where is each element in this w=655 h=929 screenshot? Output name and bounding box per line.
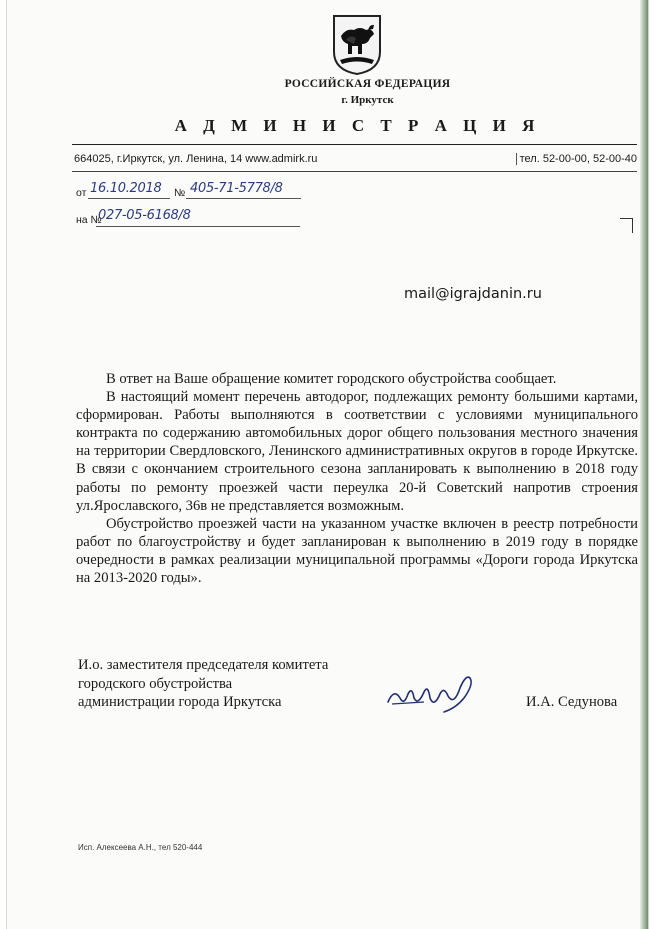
letter-body xyxy=(76,370,638,587)
contacts-divider xyxy=(72,171,637,172)
reply-prefix: на № xyxy=(76,214,102,226)
executor-note: Исп. Алексеева А.Н., тел 520-444 xyxy=(78,843,203,852)
position-line: И.о. заместителя председателя комитета xyxy=(78,657,329,673)
organization-title: А Д М И Н И С Т Р А Ц И Я xyxy=(174,116,541,135)
body-paragraph: В ответ на Ваше обращение комитет городского обустройства сообщает. xyxy=(106,371,557,387)
number-underline xyxy=(186,198,301,199)
handwritten-signature xyxy=(384,668,484,718)
address-text: 664025, г.Иркутск, ул. Ленина, 14 www.admirk.ru xyxy=(74,153,318,165)
country-name: РОССИЙСКАЯ ФЕДЕРАЦИЯ xyxy=(284,78,451,90)
address-corner-mark xyxy=(620,218,633,233)
signatory-position xyxy=(78,656,328,712)
letter-number: 405-71-5778/8 xyxy=(190,181,283,196)
position-line: городского обустройства xyxy=(78,675,233,692)
header-divider xyxy=(72,144,637,145)
page-edge xyxy=(640,0,648,929)
reply-number: 027-05-6168/8 xyxy=(98,208,191,223)
reply-underline xyxy=(96,226,300,227)
position-line: администрации города Иркутска xyxy=(78,694,282,710)
coat-of-arms-icon xyxy=(332,14,382,76)
recipient-email: mail@igrajdanin.ru xyxy=(404,286,542,302)
number-prefix: № xyxy=(174,187,186,199)
letter-date: 16.10.2018 xyxy=(90,181,162,196)
phone-text: тел. 52-00-00, 52-00-40 xyxy=(516,153,637,165)
body-paragraph: Обустройство проезжей части на указанном участке включен в реестр потребности работ по благоустройству и будет запланирован к выполнению в 2019 году в порядке очередности в рамках реализации муниципальной программы «Дороги города Иркутска на 2013-2020 годы». xyxy=(76,515,638,587)
signatory-name: И.А. Седунова xyxy=(526,694,618,710)
date-prefix: от xyxy=(76,187,87,199)
body-paragraph: В настоящий момент перечень автодорог, подлежащих ремонту большими картами, сформирован. Работы выполняются в соответствии с условиями муниципального контракта по содержанию автомобильных дорог общего пользования местного значения на территории Свердловского, Ленинского административных округов в городе Иркутске. В связи с окончанием строительного сезона запланировать к выполнению в 2018 году работы по ремонту проезжей части переулка 20-й Советский напротив строения ул.Ярославского, 36в не представляется возможным. xyxy=(76,389,638,514)
city-name: г. Иркутск xyxy=(341,94,394,106)
date-underline xyxy=(88,198,170,199)
